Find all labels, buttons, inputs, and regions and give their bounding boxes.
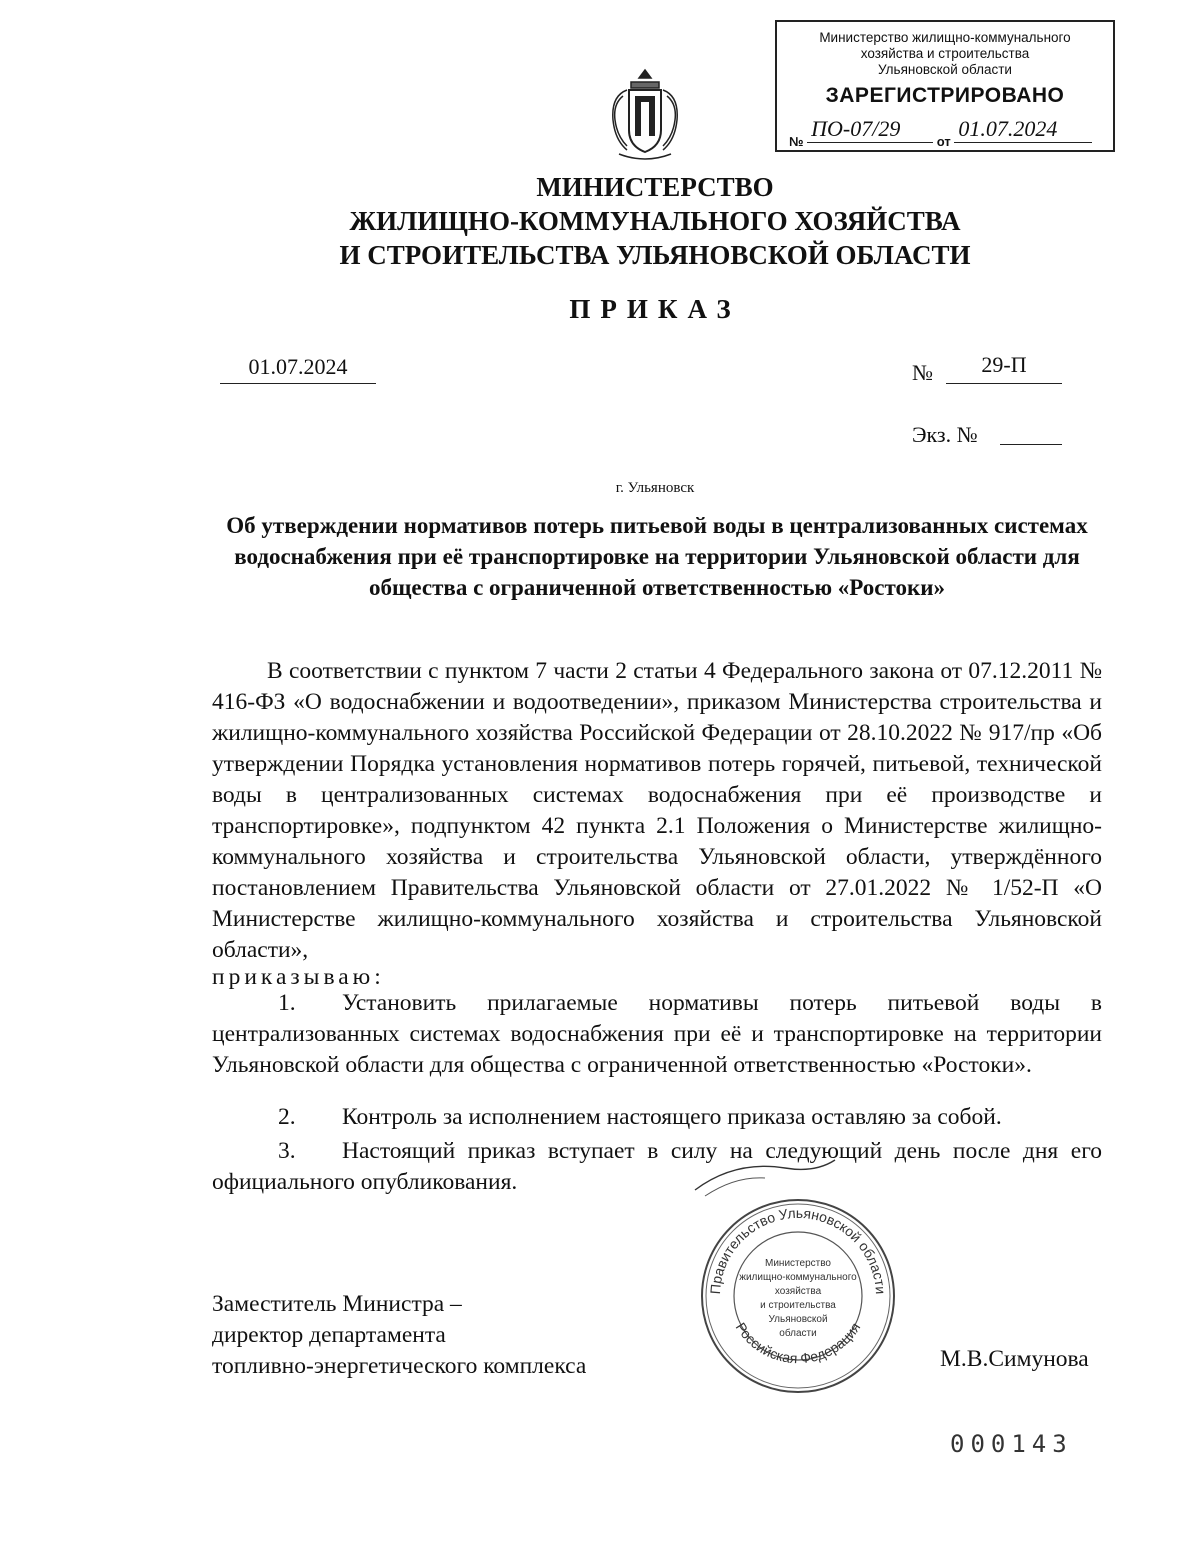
serial-number: 000143 xyxy=(950,1430,1073,1458)
ministry-name-line: И СТРОИТЕЛЬСТВА УЛЬЯНОВСКОЙ ОБЛАСТИ xyxy=(339,240,971,270)
seal-inner-line: Ульяновской xyxy=(768,1314,828,1325)
decree-word: приказываю: xyxy=(212,964,385,990)
signer-title-line: топливно-энергетического комплекса xyxy=(212,1353,587,1379)
order-item-number: 2. xyxy=(278,1104,296,1130)
order-subject: Об утверждении нормативов потерь питьевой воды в централизованных системах водоснабжения при её транспортировке на территории Ульяновской области для общества с ограниченной ответственностью «Ростоки» xyxy=(226,513,1088,600)
order-date: 01.07.2024 xyxy=(220,354,376,384)
stamp-org-line: Ульяновской области xyxy=(878,62,1012,77)
registration-date-label: от xyxy=(936,134,951,149)
registration-date: 01.07.2024 xyxy=(954,116,1092,143)
coat-of-arms-icon xyxy=(601,66,689,164)
order-number: 29-П xyxy=(946,352,1062,384)
order-item-text: Настоящий приказ вступает в силу на следующий день после дня его официального опубликования. xyxy=(212,1138,1102,1195)
seal-inner-line: и строительства xyxy=(760,1300,836,1311)
seal-outer-top-text: Правительство Ульяновской области xyxy=(706,1204,890,1295)
document-type-title: ПРИКАЗ xyxy=(569,294,741,324)
order-item-number: 3. xyxy=(278,1138,296,1164)
order-item xyxy=(212,1136,1102,1198)
seal-inner-line: области xyxy=(779,1328,817,1339)
seal-inner-line: Министерство xyxy=(765,1258,831,1269)
order-item xyxy=(212,988,1102,1081)
seal-inner-line: жилищно-коммунального xyxy=(739,1272,857,1283)
official-seal-icon xyxy=(698,1196,898,1396)
preamble-paragraph: В соответствии с пунктом 7 части 2 статьи 4 Федерального закона от 07.12.2011 № 416-ФЗ «О водоснабжении и водоотведении», приказом Министерства строительства и жилищно-коммунального хозяйства Российской Федерации от 28.10.2022 № 917/пр «Об утверждении Порядка установления нормативов потерь горячей, питьевой, технической воды в централизованных системах водоснабжения при её производстве и транспортировке», подпунктом 42 пункта 2.1 Положения о Министерстве жилищно-коммунального хозяйства и строительства Ульяновской области, утверждённого постановлением Правительства Ульяновской области от 27.01.2022 № 1/52-П «О Министерстве жилищно-коммунального хозяйства и строительства Ульяновской области», xyxy=(212,658,1102,963)
order-item-number: 1. xyxy=(278,990,296,1016)
stamp-org-line: хозяйства и строительства xyxy=(860,46,1030,61)
order-item-text: Контроль за исполнением настоящего приказа оставляю за собой. xyxy=(342,1104,1002,1130)
registration-row xyxy=(789,116,1103,152)
order-item-text: Установить прилагаемые нормативы потерь питьевой воды в централизованных системах водоснабжения при её и транспортировке на территории Ульяновской области для общества с ограниченной ответственностью «Ростоки». xyxy=(212,990,1102,1078)
registration-status: ЗАРЕГИСТРИРОВАНО xyxy=(825,84,1065,107)
signer-name: М.В.Симунова xyxy=(940,1346,1089,1372)
signer-title-line: Заместитель Министра – xyxy=(212,1291,462,1317)
registration-stamp-org xyxy=(777,30,1113,78)
order-item xyxy=(212,1102,1102,1133)
svg-text:Российская Федерация xyxy=(733,1320,864,1367)
seal-outer-bottom-text: Российская Федерация xyxy=(732,1319,864,1367)
signer-title xyxy=(212,1289,586,1382)
ministry-name xyxy=(200,170,1110,272)
registration-stamp xyxy=(775,20,1115,152)
ministry-name-line: ЖИЛИЩНО-КОММУНАЛЬНОГО ХОЗЯЙСТВА xyxy=(349,206,961,236)
copy-number-label: Экз. № xyxy=(912,422,978,447)
city: г. Ульяновск xyxy=(615,480,695,496)
registration-number: ПО-07/29 xyxy=(807,116,933,143)
ministry-name-line: МИНИСТЕРСТВО xyxy=(536,172,774,202)
order-number-label: № xyxy=(912,360,933,385)
seal-inner-line: хозяйства xyxy=(774,1286,822,1297)
signer-title-line: директор департамента xyxy=(212,1322,446,1348)
registration-number-label: № xyxy=(789,134,804,149)
stamp-org-line: Министерство жилищно-коммунального xyxy=(819,30,1071,45)
copy-number-blank xyxy=(1000,444,1062,445)
